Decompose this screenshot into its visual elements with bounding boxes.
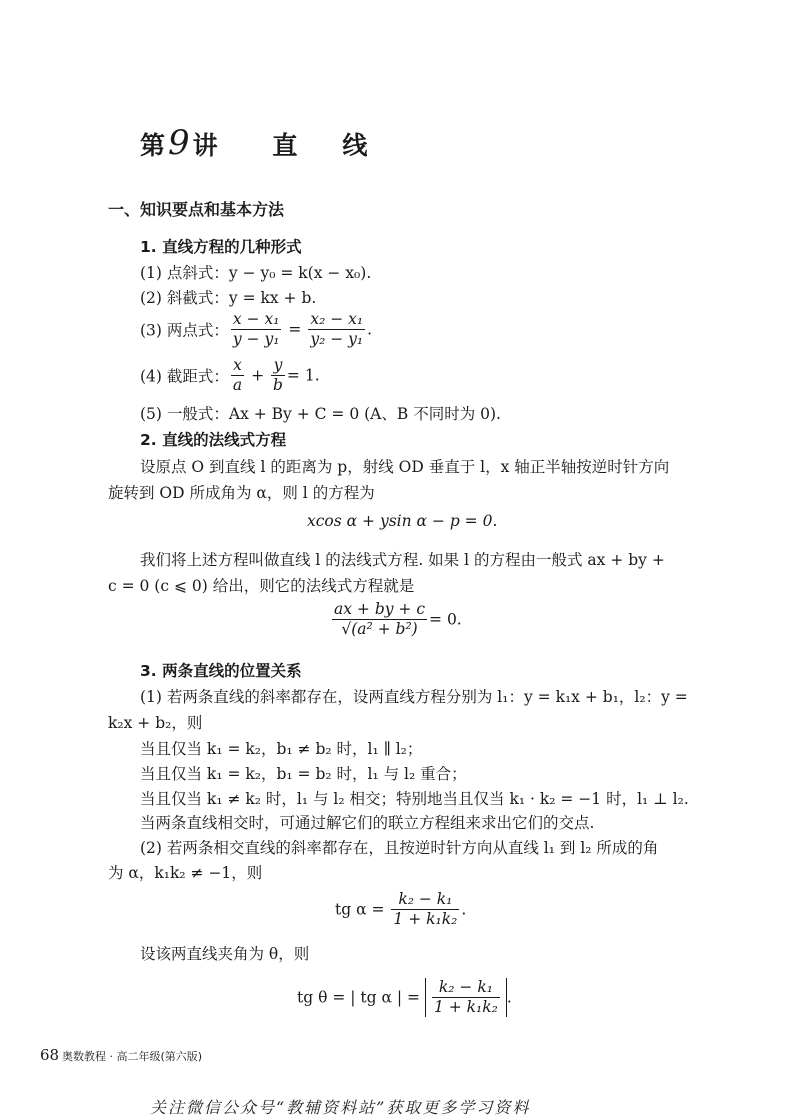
normal-form-num: ax + by + c	[334, 600, 426, 618]
intercept-x-den: a	[232, 376, 243, 394]
normal-text-3: 我们将上述方程叫做直线 l 的法线式方程. 如果 l 的方程由一般式 ax + by +	[140, 551, 665, 569]
relation-text-2: k₂x + b₂，则	[108, 714, 203, 732]
chapter-number: 9	[168, 123, 191, 163]
form-general: (5) 一般式：Ax + By + C = 0 (A、B 不同时为 0).	[140, 405, 501, 423]
relation-angle-text-1: (2) 若两条相交直线的斜率都存在，且按逆时针方向从直线 l₁ 到 l₂ 所成的角	[140, 839, 659, 857]
angle-equation-den: 1 + k₁k₂	[393, 910, 458, 928]
angle-equation	[335, 890, 466, 929]
angle-equation-num: k₂ − k₁	[391, 890, 459, 910]
theta-equation	[297, 978, 512, 1017]
form-intercept: (4) 截距式： $\frac{x}{a}$ + $\frac{y}{b}$ = 1.	[140, 356, 320, 394]
relation-parallel: 当且仅当 k₁ = k₂，b₁ ≠ b₂ 时，l₁ ∥ l₂；	[140, 740, 423, 758]
form-point-slope: (1) 点斜式：y − y₀ = k(x − x₀).	[140, 264, 372, 282]
normal-text-2: 旋转到 OD 所成角为 α，则 l 的方程为	[108, 484, 375, 502]
two-point-left-num: x − x₁	[231, 310, 282, 330]
normal-form-frac	[332, 600, 427, 639]
section-heading: 一、知识要点和基本方法	[108, 200, 285, 219]
two-point-left-frac	[231, 310, 282, 349]
theta-equation-end: .	[506, 988, 512, 1007]
two-point-right-num: x₂ − x₁	[308, 310, 365, 330]
relation-intersect: 当且仅当 k₁ ≠ k₂ 时，l₁ 与 l₂ 相交；特别地当且仅当 k₁ · k₂ = −1 时，l₁ ⊥ l₂.	[140, 790, 689, 808]
intercept-rhs: = 1.	[286, 366, 320, 385]
chapter-title-b: 线	[342, 131, 369, 160]
normal-form-equation	[330, 600, 462, 639]
normal-form-rhs: = 0.	[429, 610, 462, 629]
form-intercept-label: (4) 截距式：	[140, 367, 229, 386]
relation-angle-text-2: 为 α，k₁k₂ ≠ −1，则	[108, 864, 263, 882]
relation-coincide: 当且仅当 k₁ = k₂，b₁ = b₂ 时，l₁ 与 l₂ 重合；	[140, 765, 467, 783]
form-two-point-label: (3) 两点式：	[140, 321, 229, 340]
watermark-text: 关注微信公众号“教辅资料站”获取更多学习资料	[150, 1098, 531, 1117]
normal-text-1: 设原点 O 到直线 l 的距离为 p，射线 OD 垂直于 l，x 轴正半轴按逆时针方向	[140, 458, 670, 476]
intercept-y-num: y	[271, 356, 285, 376]
subheading-1: 1. 直线方程的几种形式	[140, 238, 302, 256]
theta-equation-frac	[432, 978, 500, 1017]
theta-equation-lhs: tg θ = | tg α | =	[297, 988, 421, 1007]
absolute-value-bars	[425, 978, 507, 1017]
theta-equation-den: 1 + k₁k₂	[433, 998, 498, 1016]
angle-equation-lhs: tg α =	[335, 900, 385, 919]
normal-equation: xcos α + ysin α − p = 0.	[307, 512, 498, 530]
chapter-title	[140, 123, 368, 163]
two-point-right-frac	[308, 310, 365, 349]
two-point-left-den: y − y₁	[232, 330, 280, 348]
book-title: 奥数教程 · 高二年级(第六版)	[62, 1050, 203, 1063]
chapter-suffix: 讲	[192, 131, 219, 160]
theta-equation-num: k₂ − k₁	[432, 978, 500, 998]
intercept-x-num: x	[231, 356, 244, 376]
subheading-3: 3. 两条直线的位置关系	[140, 662, 302, 680]
form-slope-intercept: (2) 斜截式：y = kx + b.	[140, 289, 317, 307]
intercept-y-den: b	[272, 376, 283, 394]
page-number: 68	[40, 1046, 60, 1064]
relation-text-theta: 设该两直线夹角为 θ，则	[140, 945, 310, 963]
normal-text-4: c = 0 (c ⩽ 0) 给出，则它的法线式方程就是	[108, 577, 415, 595]
angle-equation-frac	[391, 890, 459, 929]
intercept-x-frac	[231, 356, 244, 395]
relation-text-1: (1) 若两条直线的斜率都存在，设两直线方程分别为 l₁：y = k₁x + b₁，l₂：y =	[140, 688, 688, 706]
normal-form-den: √(a² + b²)	[341, 620, 418, 638]
chapter-title-a: 直	[272, 131, 299, 160]
chapter-prefix: 第	[140, 131, 167, 160]
intercept-y-frac	[271, 356, 285, 395]
relation-intersection-point: 当两条直线相交时，可通过解它们的联立方程组来求出它们的交点.	[140, 814, 595, 832]
form-two-point: (3) 两点式： $\frac{\text{x − x₁}}{\text{y − y₁}}$ = $\frac{\text{x₂ − x₁}}{\text{y₂ − y₁}}$ .	[140, 310, 373, 348]
angle-equation-end: .	[461, 900, 467, 919]
two-point-right-den: y₂ − y₁	[310, 330, 364, 348]
subheading-2: 2. 直线的法线式方程	[140, 431, 287, 449]
